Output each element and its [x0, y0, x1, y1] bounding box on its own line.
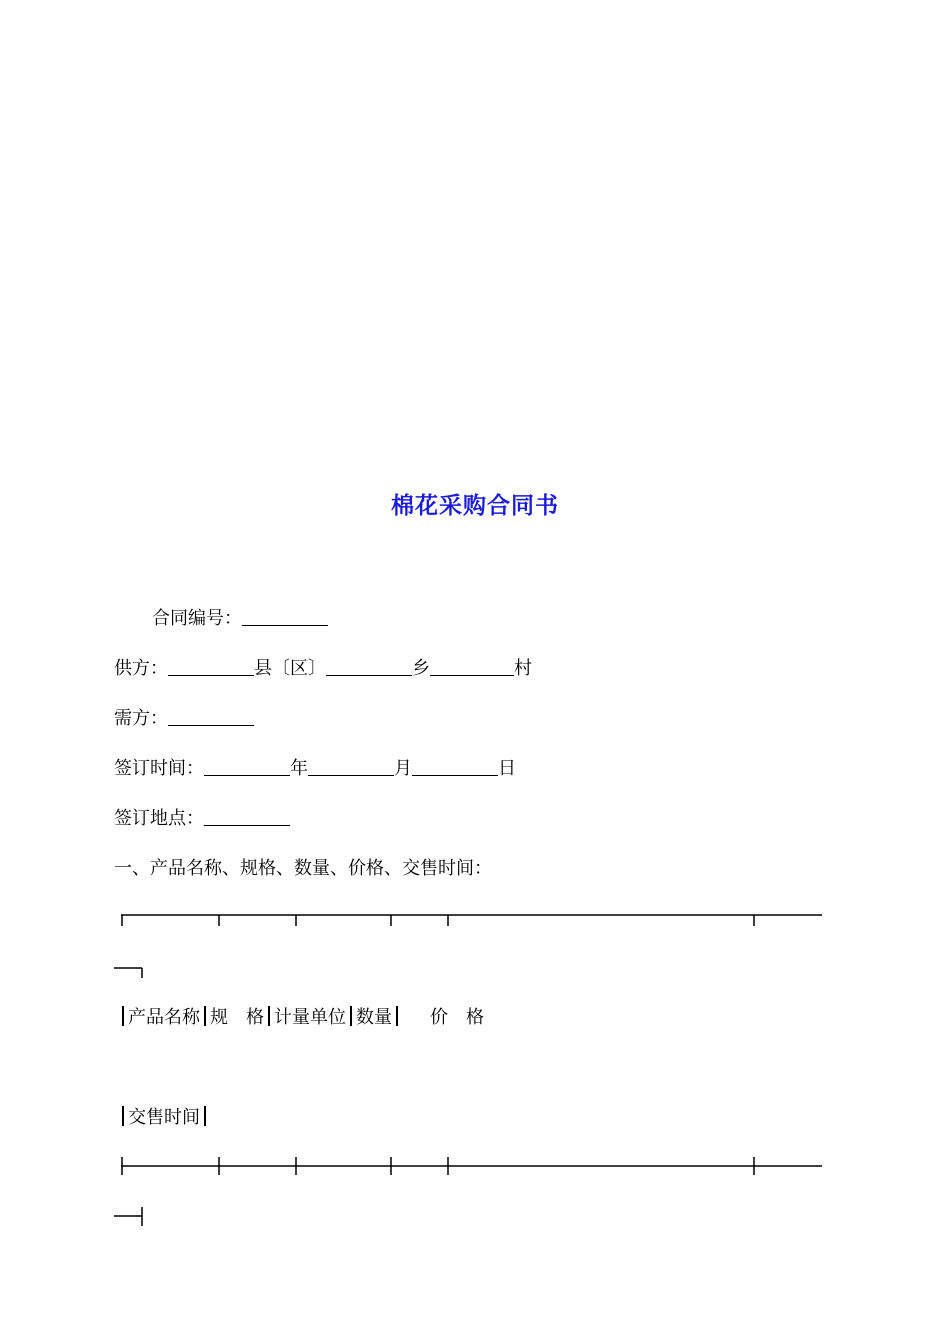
table-header-row: [118, 1006, 484, 1030]
header-unit: 计量单位: [274, 1007, 346, 1028]
cell-separator: [396, 1006, 398, 1026]
buyer-blank[interactable]: [168, 707, 254, 726]
supplier-county-blank[interactable]: [168, 657, 254, 676]
buyer-label: 需方：: [114, 708, 168, 729]
header-spec: 规 格: [210, 1007, 264, 1028]
sign-place-line: [114, 807, 290, 831]
section1-heading: 一、产品名称、规格、数量、价格、交售时间：: [114, 858, 492, 879]
cell-separator: [204, 1006, 206, 1026]
supplier-township-blank[interactable]: [326, 657, 412, 676]
sign-time-line: [114, 757, 516, 781]
contract-number-line: [152, 607, 328, 631]
year-label: 年: [290, 758, 308, 779]
table-top-rule-tail: [114, 956, 154, 982]
sign-year-blank[interactable]: [204, 757, 290, 776]
supplier-village-label: 村: [514, 658, 532, 679]
cell-separator: [204, 1106, 206, 1126]
supplier-line: [114, 657, 532, 681]
sign-place-blank[interactable]: [204, 807, 290, 826]
buyer-line: [114, 707, 254, 731]
header-delivery-time: 交售时间: [128, 1107, 200, 1128]
table-top-rule: [121, 906, 822, 932]
supplier-township-label: 乡: [412, 658, 430, 679]
header-product-name: 产品名称: [128, 1007, 200, 1028]
day-label: 日: [498, 758, 516, 779]
table-middle-rule-tail: [114, 1204, 154, 1230]
supplier-label: 供方：: [114, 658, 168, 679]
sign-month-blank[interactable]: [308, 757, 394, 776]
table-header-row-continued: [118, 1106, 210, 1130]
cell-separator: [122, 1006, 124, 1026]
sign-place-label: 签订地点：: [114, 808, 204, 829]
header-price: 价 格: [430, 1007, 484, 1028]
cell-separator: [350, 1006, 352, 1026]
header-quantity: 数量: [356, 1007, 392, 1028]
contract-number-blank[interactable]: [242, 607, 328, 626]
sign-day-blank[interactable]: [412, 757, 498, 776]
month-label: 月: [394, 758, 412, 779]
table-middle-rule: [121, 1154, 822, 1180]
supplier-village-blank[interactable]: [430, 657, 514, 676]
supplier-county-label: 县〔区〕: [254, 658, 326, 679]
contract-number-label: 合同编号：: [152, 608, 242, 629]
cell-separator: [122, 1106, 124, 1126]
sign-time-label: 签订时间：: [114, 758, 204, 779]
cell-separator: [268, 1006, 270, 1026]
document-title: 棉花采购合同书: [391, 492, 559, 519]
